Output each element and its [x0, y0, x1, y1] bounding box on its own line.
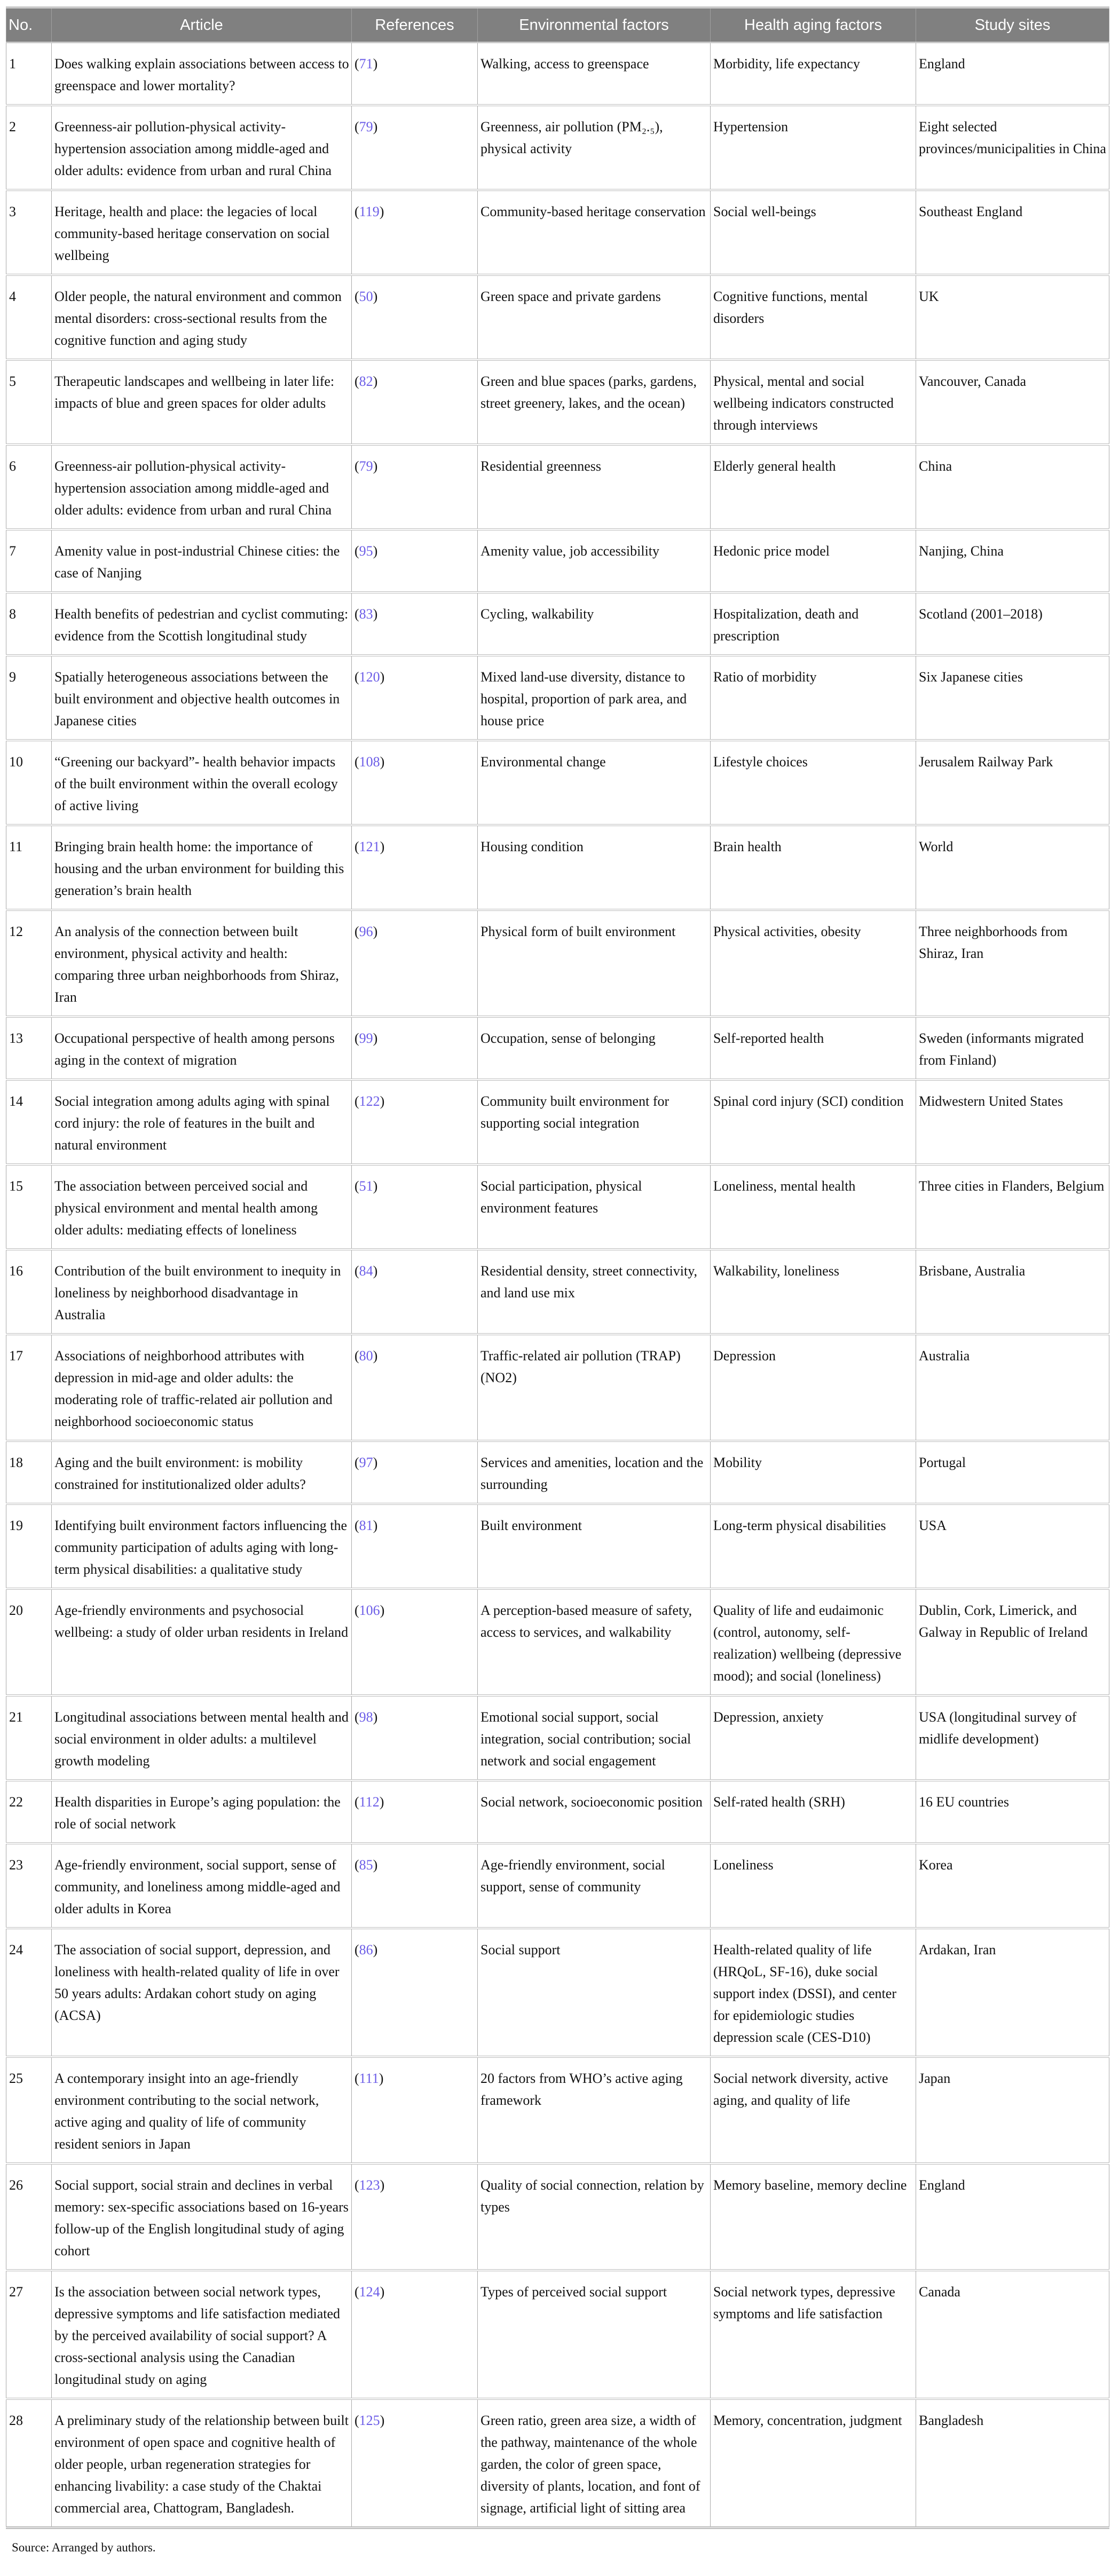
cell-article: Health benefits of pedestrian and cyclist commuting: evidence from the Scottish longitudinal study: [52, 592, 352, 655]
cell-no: 24: [6, 1928, 52, 2057]
cell-environmental-factors: Quality of social connection, relation by types: [478, 2163, 711, 2270]
table-row: [6, 1504, 1109, 1589]
reference-link[interactable]: 79: [359, 458, 373, 474]
cell-study-sites: USA: [916, 1504, 1109, 1589]
cell-references: (123): [352, 2163, 478, 2270]
cell-environmental-factors: Social participation, physical environment features: [478, 1164, 711, 1249]
cell-article: Longitudinal associations between mental health and social environment in older adults: a multilevel growth modeling: [52, 1695, 352, 1780]
cell-article: A preliminary study of the relationship between built environment of open space and cognitive health of older people, urban regeneration strategies for enhancing livability: a case study of the Chaktai commercial area, Chattogram, Bangladesh.: [52, 2399, 352, 2528]
cell-health-aging-factors: Cognitive functions, mental disorders: [711, 275, 916, 360]
cell-health-aging-factors: Morbidity, life expectancy: [711, 43, 916, 106]
cell-references: (125): [352, 2399, 478, 2528]
cell-no: 7: [6, 529, 52, 592]
reference-link[interactable]: 123: [359, 2177, 380, 2193]
cell-study-sites: Ardakan, Iran: [916, 1928, 1109, 2057]
table-row: [6, 2057, 1109, 2163]
reference-link[interactable]: 71: [359, 56, 373, 72]
cell-no: 2: [6, 105, 52, 190]
cell-article: Older people, the natural environment and common mental disorders: cross-sectional results from the cognitive function and aging study: [52, 275, 352, 360]
cell-no: 13: [6, 1017, 52, 1080]
cell-study-sites: Scotland (2001–2018): [916, 592, 1109, 655]
cell-article: Age-friendly environments and psychosocial wellbeing: a study of older urban residents in Ireland: [52, 1589, 352, 1695]
cell-article: Therapeutic landscapes and wellbeing in later life: impacts of blue and green spaces for older adults: [52, 360, 352, 445]
cell-environmental-factors: Environmental change: [478, 740, 711, 825]
cell-no: 21: [6, 1695, 52, 1780]
cell-references: (79): [352, 105, 478, 190]
table-row: [6, 1843, 1109, 1928]
cell-no: 20: [6, 1589, 52, 1695]
cell-no: 27: [6, 2270, 52, 2399]
cell-health-aging-factors: Social network diversity, active aging, and quality of life: [711, 2057, 916, 2163]
reference-link[interactable]: 82: [359, 374, 373, 389]
cell-references: (99): [352, 1017, 478, 1080]
header-article: Article: [52, 7, 352, 43]
cell-article: Spatially heterogeneous associations between the built environment and objective health outcomes in Japanese cities: [52, 655, 352, 740]
cell-no: 6: [6, 445, 52, 529]
cell-study-sites: Japan: [916, 2057, 1109, 2163]
reference-link[interactable]: 80: [359, 1348, 373, 1364]
reference-link[interactable]: 120: [359, 669, 380, 685]
cell-references: (79): [352, 445, 478, 529]
cell-references: (96): [352, 910, 478, 1017]
cell-references: (124): [352, 2270, 478, 2399]
table-row: [6, 825, 1109, 910]
cell-health-aging-factors: Social network types, depressive symptoms and life satisfaction: [711, 2270, 916, 2399]
reference-link[interactable]: 106: [359, 1603, 380, 1618]
cell-study-sites: Three cities in Flanders, Belgium: [916, 1164, 1109, 1249]
cell-health-aging-factors: Brain health: [711, 825, 916, 910]
cell-references: (51): [352, 1164, 478, 1249]
table-row: [6, 1695, 1109, 1780]
table-row: [6, 275, 1109, 360]
cell-article: Heritage, health and place: the legacies of local community-based heritage conservation on social wellbeing: [52, 190, 352, 275]
cell-environmental-factors: Occupation, sense of belonging: [478, 1017, 711, 1080]
cell-no: 22: [6, 1780, 52, 1843]
cell-no: 3: [6, 190, 52, 275]
cell-environmental-factors: Services and amenities, location and the surrounding: [478, 1441, 711, 1504]
cell-study-sites: Brisbane, Australia: [916, 1249, 1109, 1334]
cell-references: (122): [352, 1080, 478, 1164]
cell-health-aging-factors: Health-related quality of life (HRQoL, SF-16), duke social support index (DSSI), and center for epidemiologic studies depression scale (CES-D10): [711, 1928, 916, 2057]
cell-no: 23: [6, 1843, 52, 1928]
cell-article: Social integration among adults aging with spinal cord injury: the role of features in the built and natural environment: [52, 1080, 352, 1164]
cell-health-aging-factors: Self-rated health (SRH): [711, 1780, 916, 1843]
studies-table: [6, 6, 1109, 2529]
cell-references: (112): [352, 1780, 478, 1843]
cell-article: The association of social support, depression, and loneliness with health-related quality of life in over 50 years adults: Ardakan cohort study on aging (ACSA): [52, 1928, 352, 2057]
cell-environmental-factors: Types of perceived social support: [478, 2270, 711, 2399]
cell-health-aging-factors: Physical, mental and social wellbeing indicators constructed through interviews: [711, 360, 916, 445]
reference-link[interactable]: 86: [359, 1942, 373, 1957]
table-row: [6, 43, 1109, 106]
cell-references: (98): [352, 1695, 478, 1780]
cell-article: Identifying built environment factors influencing the community participation of adults aging with long-term physical disabilities: a qualitative study: [52, 1504, 352, 1589]
cell-article: Bringing brain health home: the importance of housing and the urban environment for building this generation’s brain health: [52, 825, 352, 910]
cell-article: The association between perceived social and physical environment and mental health among older adults: mediating effects of loneliness: [52, 1164, 352, 1249]
cell-no: 19: [6, 1504, 52, 1589]
table-row: [6, 529, 1109, 592]
table-row: [6, 2399, 1109, 2528]
cell-health-aging-factors: Memory, concentration, judgment: [711, 2399, 916, 2528]
cell-study-sites: England: [916, 43, 1109, 106]
cell-study-sites: Vancouver, Canada: [916, 360, 1109, 445]
cell-study-sites: Nanjing, China: [916, 529, 1109, 592]
header-row: [6, 7, 1109, 43]
cell-study-sites: Six Japanese cities: [916, 655, 1109, 740]
cell-article: Age-friendly environment, social support, sense of community, and loneliness among middle-aged and older adults in Korea: [52, 1843, 352, 1928]
cell-study-sites: Portugal: [916, 1441, 1109, 1504]
cell-environmental-factors: Green space and private gardens: [478, 275, 711, 360]
cell-article: Does walking explain associations between access to greenspace and lower mortality?: [52, 43, 352, 106]
table-row: [6, 1080, 1109, 1164]
reference-link[interactable]: 108: [359, 754, 380, 770]
cell-study-sites: China: [916, 445, 1109, 529]
cell-study-sites: Southeast England: [916, 190, 1109, 275]
reference-link[interactable]: 79: [359, 119, 373, 134]
reference-link[interactable]: 85: [359, 1857, 373, 1873]
reference-link[interactable]: 50: [359, 289, 373, 304]
cell-health-aging-factors: Hypertension: [711, 105, 916, 190]
cell-environmental-factors: Green ratio, green area size, a width of the pathway, maintenance of the whole garden, the color of green space, diversity of plants, location, and font of signage, artificial light of sitting area: [478, 2399, 711, 2528]
cell-article: Is the association between social network types, depressive symptoms and life satisfaction mediated by the perceived availability of social support? A cross-sectional analysis using the Canadian longitudinal study on aging: [52, 2270, 352, 2399]
cell-article: Occupational perspective of health among persons aging in the context of migration: [52, 1017, 352, 1080]
cell-health-aging-factors: Mobility: [711, 1441, 916, 1504]
table-row: [6, 1589, 1109, 1695]
cell-references: (81): [352, 1504, 478, 1589]
cell-health-aging-factors: Social well-beings: [711, 190, 916, 275]
cell-article: Associations of neighborhood attributes with depression in mid-age and older adults: the moderating role of traffic-related air pollution and neighborhood socioeconomic status: [52, 1334, 352, 1441]
reference-link[interactable]: 95: [359, 543, 373, 559]
table-row: [6, 190, 1109, 275]
header-health-aging-factors: Health aging factors: [711, 7, 916, 43]
cell-no: 11: [6, 825, 52, 910]
reference-link[interactable]: 83: [359, 606, 373, 622]
table-row: [6, 1164, 1109, 1249]
cell-health-aging-factors: Depression: [711, 1334, 916, 1441]
cell-article: Health disparities in Europe’s aging population: the role of social network: [52, 1780, 352, 1843]
table-row: [6, 1249, 1109, 1334]
cell-article: “Greening our backyard”- health behavior impacts of the built environment within the overall ecology of active living: [52, 740, 352, 825]
cell-article: Aging and the built environment: is mobility constrained for institutionalized older adults?: [52, 1441, 352, 1504]
cell-study-sites: 16 EU countries: [916, 1780, 1109, 1843]
cell-environmental-factors: Built environment: [478, 1504, 711, 1589]
reference-link[interactable]: 81: [359, 1518, 373, 1533]
cell-references: (121): [352, 825, 478, 910]
cell-health-aging-factors: Loneliness: [711, 1843, 916, 1928]
table-row: [6, 655, 1109, 740]
cell-no: 9: [6, 655, 52, 740]
table-row: [6, 2270, 1109, 2399]
cell-environmental-factors: Physical form of built environment: [478, 910, 711, 1017]
cell-environmental-factors: Emotional social support, social integration, social contribution; social network and social engagement: [478, 1695, 711, 1780]
cell-health-aging-factors: Quality of life and eudaimonic (control, autonomy, self-realization) wellbeing (depressive mood); and social (loneliness): [711, 1589, 916, 1695]
cell-no: 25: [6, 2057, 52, 2163]
cell-references: (120): [352, 655, 478, 740]
cell-environmental-factors: Social network, socioeconomic position: [478, 1780, 711, 1843]
cell-article: Social support, social strain and declines in verbal memory: sex-specific associations based on 16-years follow-up of the English longitudinal study of aging cohort: [52, 2163, 352, 2270]
cell-article: Greenness-air pollution-physical activity-hypertension association among middle-aged and older adults: evidence from urban and rural China: [52, 105, 352, 190]
cell-health-aging-factors: Physical activities, obesity: [711, 910, 916, 1017]
cell-environmental-factors: Walking, access to greenspace: [478, 43, 711, 106]
cell-environmental-factors: A perception-based measure of safety, access to services, and walkability: [478, 1589, 711, 1695]
header-references: References: [352, 7, 478, 43]
cell-environmental-factors: Community-based heritage conservation: [478, 190, 711, 275]
reference-link[interactable]: 112: [359, 1794, 380, 1810]
reference-link[interactable]: 97: [359, 1455, 373, 1470]
cell-health-aging-factors: Loneliness, mental health: [711, 1164, 916, 1249]
cell-health-aging-factors: Self-reported health: [711, 1017, 916, 1080]
table-row: [6, 1780, 1109, 1843]
cell-environmental-factors: Age-friendly environment, social support, sense of community: [478, 1843, 711, 1928]
reference-link[interactable]: 98: [359, 1709, 373, 1725]
reference-link[interactable]: 121: [359, 839, 380, 854]
table-row: [6, 2163, 1109, 2270]
cell-health-aging-factors: Depression, anxiety: [711, 1695, 916, 1780]
cell-study-sites: Sweden (informants migrated from Finland): [916, 1017, 1109, 1080]
cell-no: 12: [6, 910, 52, 1017]
cell-health-aging-factors: Hedonic price model: [711, 529, 916, 592]
cell-study-sites: World: [916, 825, 1109, 910]
reference-link[interactable]: 51: [359, 1178, 373, 1194]
cell-environmental-factors: Housing condition: [478, 825, 711, 910]
cell-health-aging-factors: Walkability, loneliness: [711, 1249, 916, 1334]
cell-no: 5: [6, 360, 52, 445]
source-note: Source: Arranged by authors.: [12, 2541, 156, 2554]
cell-health-aging-factors: Memory baseline, memory decline: [711, 2163, 916, 2270]
cell-study-sites: Midwestern United States: [916, 1080, 1109, 1164]
cell-environmental-factors: Residential greenness: [478, 445, 711, 529]
cell-environmental-factors: Social support: [478, 1928, 711, 2057]
table-row: [6, 740, 1109, 825]
cell-no: 14: [6, 1080, 52, 1164]
cell-study-sites: Eight selected provinces/municipalities in China: [916, 105, 1109, 190]
cell-references: (119): [352, 190, 478, 275]
cell-references: (86): [352, 1928, 478, 2057]
cell-references: (83): [352, 592, 478, 655]
table-row: [6, 105, 1109, 190]
cell-study-sites: Canada: [916, 2270, 1109, 2399]
cell-study-sites: USA (longitudinal survey of midlife development): [916, 1695, 1109, 1780]
cell-health-aging-factors: Spinal cord injury (SCI) condition: [711, 1080, 916, 1164]
cell-environmental-factors: 20 factors from WHO’s active aging framework: [478, 2057, 711, 2163]
cell-references: (80): [352, 1334, 478, 1441]
table-row: [6, 1334, 1109, 1441]
cell-health-aging-factors: Hospitalization, death and prescription: [711, 592, 916, 655]
cell-environmental-factors: Community built environment for supporting social integration: [478, 1080, 711, 1164]
cell-no: 1: [6, 43, 52, 106]
cell-article: Amenity value in post-industrial Chinese cities: the case of Nanjing: [52, 529, 352, 592]
cell-references: (95): [352, 529, 478, 592]
cell-no: 10: [6, 740, 52, 825]
cell-references: (108): [352, 740, 478, 825]
cell-no: 26: [6, 2163, 52, 2270]
cell-no: 4: [6, 275, 52, 360]
reference-link[interactable]: 96: [359, 924, 373, 939]
table-row: [6, 910, 1109, 1017]
cell-references: (50): [352, 275, 478, 360]
cell-no: 18: [6, 1441, 52, 1504]
header-study-sites: Study sites: [916, 7, 1109, 43]
table-row: [6, 592, 1109, 655]
cell-references: (82): [352, 360, 478, 445]
cell-health-aging-factors: Elderly general health: [711, 445, 916, 529]
reference-link[interactable]: 119: [359, 204, 380, 219]
cell-no: 15: [6, 1164, 52, 1249]
cell-health-aging-factors: Lifestyle choices: [711, 740, 916, 825]
cell-study-sites: Three neighborhoods from Shiraz, Iran: [916, 910, 1109, 1017]
cell-study-sites: England: [916, 2163, 1109, 2270]
cell-no: 17: [6, 1334, 52, 1441]
table-row: [6, 1441, 1109, 1504]
cell-environmental-factors: Amenity value, job accessibility: [478, 529, 711, 592]
cell-study-sites: Jerusalem Railway Park: [916, 740, 1109, 825]
cell-environmental-factors: Residential density, street connectivity, and land use mix: [478, 1249, 711, 1334]
reference-link[interactable]: 122: [359, 1093, 380, 1109]
cell-environmental-factors: Mixed land-use diversity, distance to hospital, proportion of park area, and house price: [478, 655, 711, 740]
table-row: [6, 1928, 1109, 2057]
cell-references: (111): [352, 2057, 478, 2163]
cell-references: (106): [352, 1589, 478, 1695]
cell-references: (97): [352, 1441, 478, 1504]
cell-study-sites: Australia: [916, 1334, 1109, 1441]
cell-environmental-factors: Traffic-related air pollution (TRAP) (NO2): [478, 1334, 711, 1441]
cell-article: Greenness-air pollution-physical activity-hypertension association among middle-aged and older adults: evidence from urban and rural China: [52, 445, 352, 529]
cell-references: (71): [352, 43, 478, 106]
cell-no: 8: [6, 592, 52, 655]
cell-no: 16: [6, 1249, 52, 1334]
cell-environmental-factors: Cycling, walkability: [478, 592, 711, 655]
header-no: No.: [6, 7, 52, 43]
reference-link[interactable]: 125: [359, 2413, 380, 2428]
reference-link[interactable]: 111: [359, 2071, 379, 2086]
cell-article: An analysis of the connection between built environment, physical activity and health: comparing three urban neighborhoods from Shiraz, Iran: [52, 910, 352, 1017]
cell-health-aging-factors: Long-term physical disabilities: [711, 1504, 916, 1589]
cell-health-aging-factors: Ratio of morbidity: [711, 655, 916, 740]
cell-environmental-factors: Green and blue spaces (parks, gardens, street greenery, lakes, and the ocean): [478, 360, 711, 445]
cell-study-sites: Dublin, Cork, Limerick, and Galway in Republic of Ireland: [916, 1589, 1109, 1695]
cell-study-sites: Korea: [916, 1843, 1109, 1928]
cell-study-sites: UK: [916, 275, 1109, 360]
cell-references: (84): [352, 1249, 478, 1334]
table-row: [6, 1017, 1109, 1080]
table-row: [6, 445, 1109, 529]
cell-study-sites: Bangladesh: [916, 2399, 1109, 2528]
reference-link[interactable]: 124: [359, 2284, 380, 2300]
cell-article: Contribution of the built environment to inequity in loneliness by neighborhood disadvantage in Australia: [52, 1249, 352, 1334]
reference-link[interactable]: 84: [359, 1263, 373, 1279]
reference-link[interactable]: 99: [359, 1031, 373, 1046]
table-row: [6, 360, 1109, 445]
cell-environmental-factors: Greenness, air pollution (PM₂.₅), physical activity: [478, 105, 711, 190]
cell-article: A contemporary insight into an age-friendly environment contributing to the social network, active aging and quality of life of community resident seniors in Japan: [52, 2057, 352, 2163]
cell-no: 28: [6, 2399, 52, 2528]
header-environmental-factors: Environmental factors: [478, 7, 711, 43]
cell-references: (85): [352, 1843, 478, 1928]
